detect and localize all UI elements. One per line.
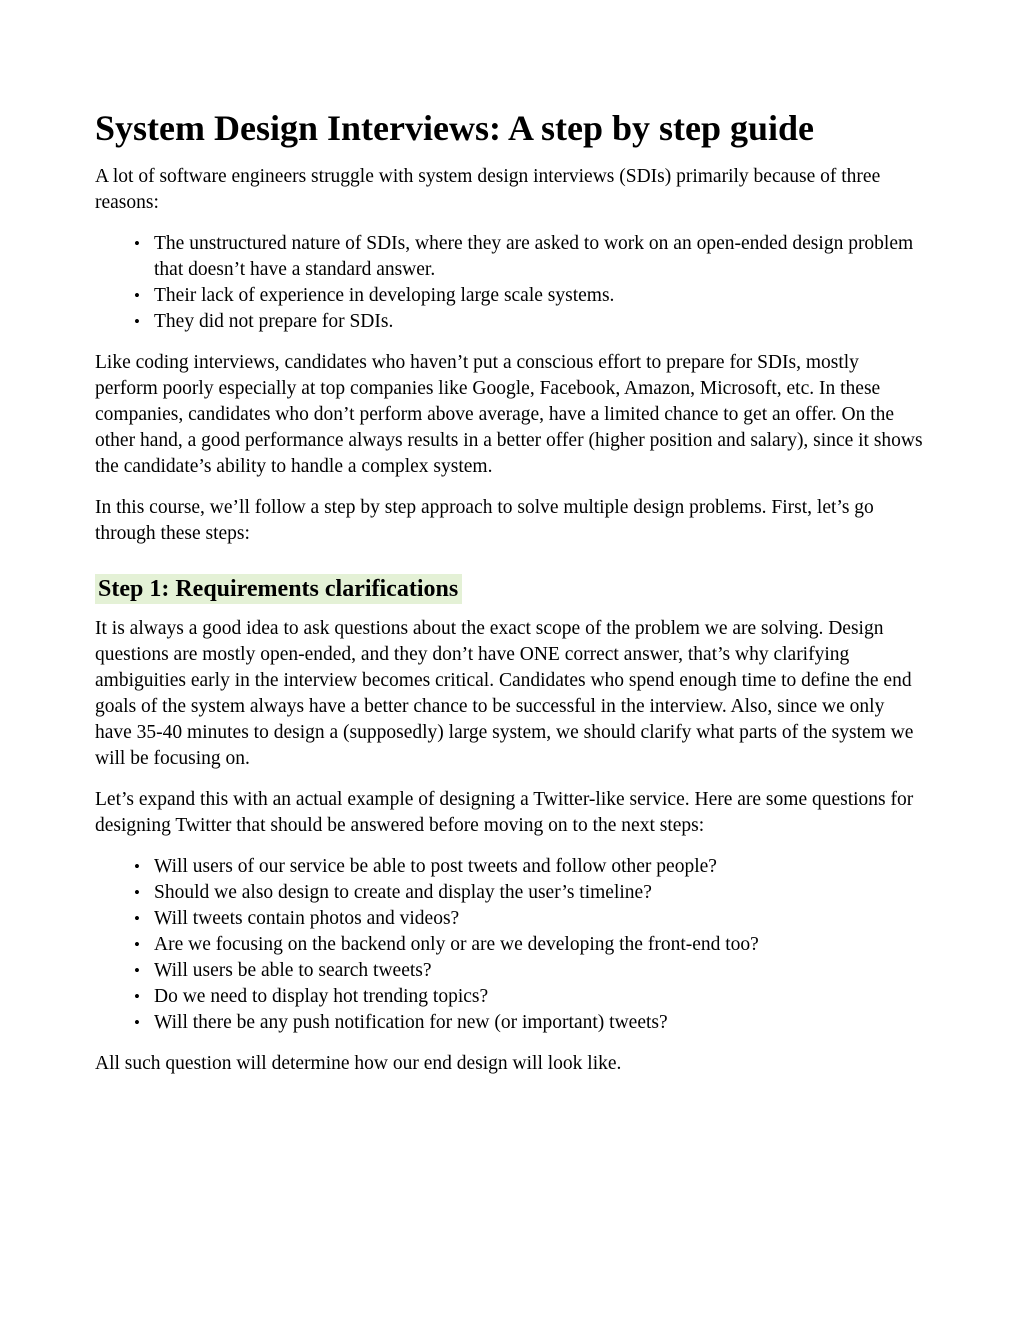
step1-heading bbox=[95, 574, 925, 604]
twitter-example-paragraph: Let’s expand this with an actual example of designing a Twitter-like service. Here are some questions for designing Twitter that should be answered before moving on to the next steps: bbox=[95, 789, 914, 836]
bullet-item: • Will users be able to search tweets? bbox=[154, 958, 925, 984]
bullet-item: • Do we need to display hot trending topics? bbox=[154, 984, 925, 1010]
document-content bbox=[95, 107, 925, 1077]
prepare-paragraph: Like coding interviews, candidates who haven’t put a conscious effort to prepare for SDIs, mostly perform poorly especially at top companies like Google, Facebook, Amazon, Microsoft, etc. In these companies, candidates who don’t perform above average, have a limited chance to get an offer. On the other hand, a good performance always results in a better offer (higher position and salary), since it shows the candidate’s ability to handle a complex system. bbox=[95, 352, 923, 477]
bullet-item: • Should we also design to create and display the user’s timeline? bbox=[154, 880, 925, 906]
step1-body-paragraph: It is always a good idea to ask questions about the exact scope of the problem we are solving. Design questions are mostly open-ended, and they don’t have ONE correct answer, that’s why clarifying ambiguities early in the interview becomes critical. Candidates who spend enough time to define the end goals of the system always have a better chance to be successful in the interview. Also, since we only have 35-40 minutes to design a (supposedly) large system, we should clarify what parts of the system we will be focusing on. bbox=[95, 618, 914, 769]
closing-paragraph: All such question will determine how our end design will look like. bbox=[95, 1053, 622, 1074]
bullet-item: • Will tweets contain photos and videos? bbox=[154, 906, 925, 932]
bullet-item: • Their lack of experience in developing large scale systems. bbox=[154, 283, 925, 309]
bullet-item: • They did not prepare for SDIs. bbox=[154, 309, 925, 335]
questions-bullet-list bbox=[95, 854, 925, 1036]
bullet-item: • Are we focusing on the backend only or are we developing the front-end too? bbox=[154, 932, 925, 958]
step1-heading-highlight: Step 1: Requirements clarifications bbox=[95, 574, 462, 604]
reasons-bullet-list bbox=[95, 231, 925, 335]
course-paragraph: In this course, we’ll follow a step by step approach to solve multiple design problems. First, let’s go through these steps: bbox=[95, 497, 874, 544]
page-title: System Design Interviews: A step by step guide bbox=[95, 108, 815, 148]
bullet-item: • Will users of our service be able to post tweets and follow other people? bbox=[154, 854, 925, 880]
bullet-item: • The unstructured nature of SDIs, where they are asked to work on an open-ended design problem that doesn’t have a standard answer. bbox=[154, 231, 925, 283]
intro-paragraph: A lot of software engineers struggle with system design interviews (SDIs) primarily because of three reasons: bbox=[95, 166, 881, 213]
bullet-item: • Will there be any push notification for new (or important) tweets? bbox=[154, 1010, 925, 1036]
